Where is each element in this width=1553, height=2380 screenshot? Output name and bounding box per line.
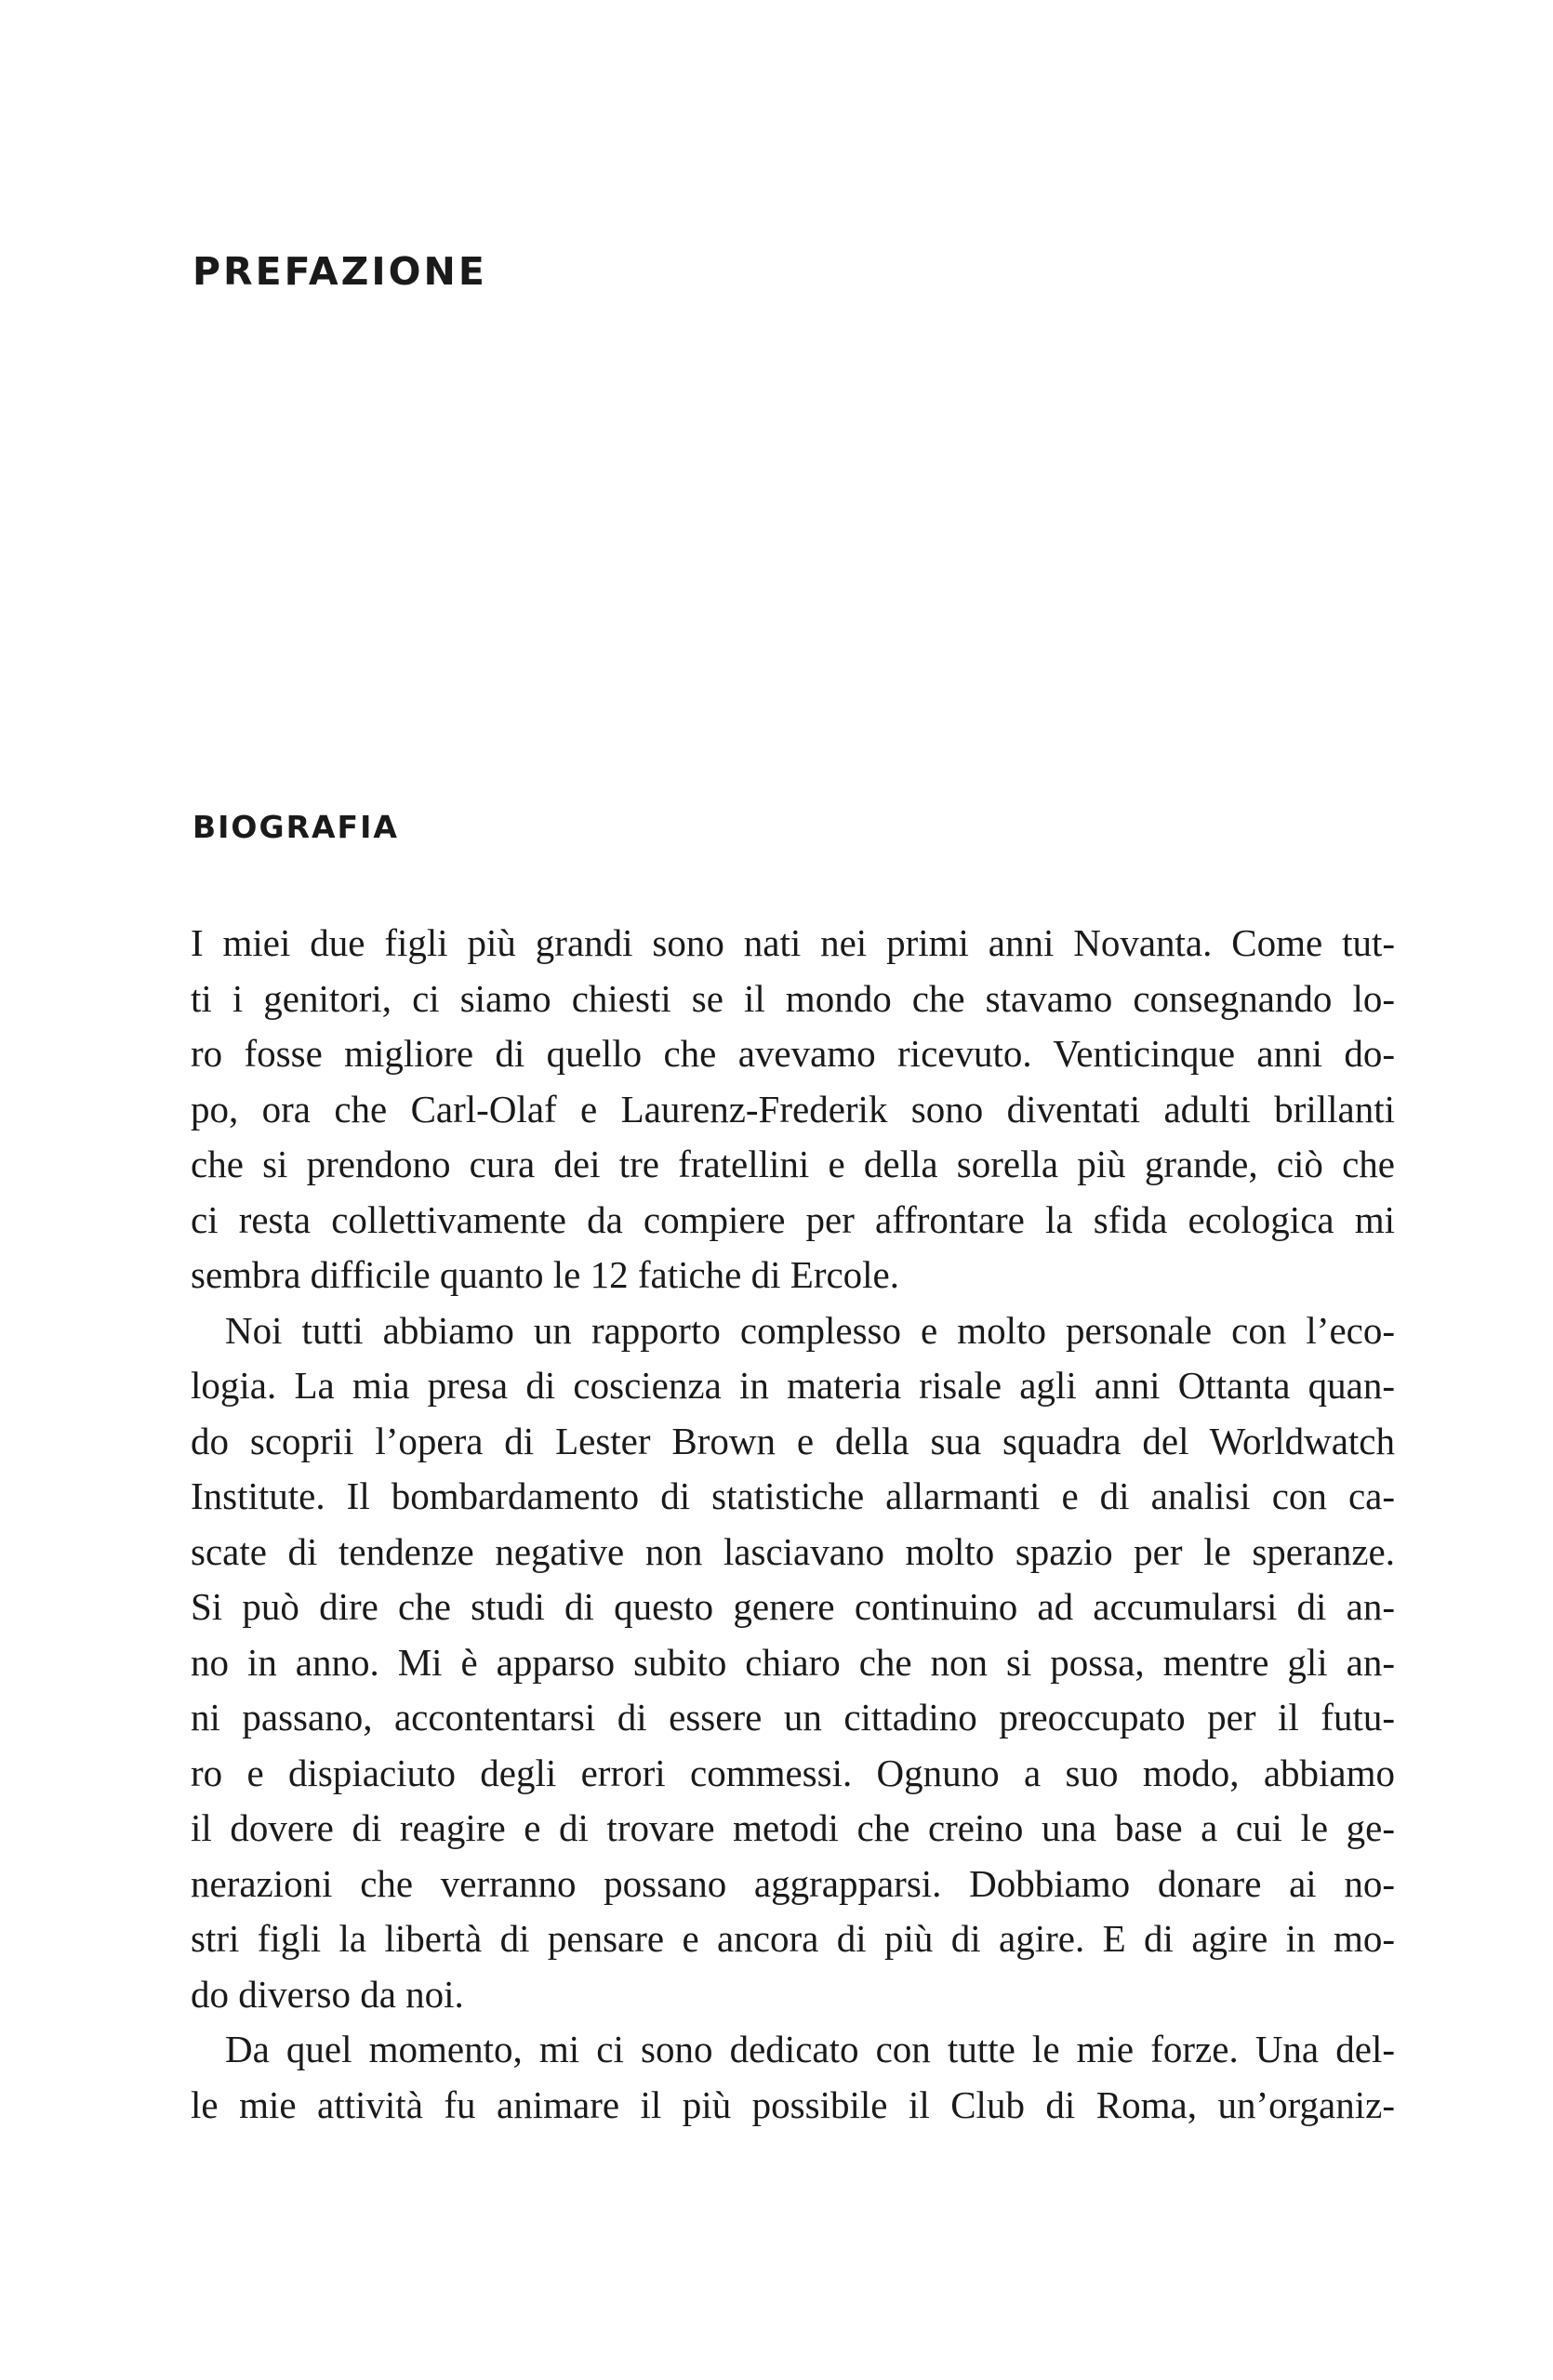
text-line: po, ora che Carl-Olaf e Laurenz-Frederik sono diventati adulti brillanti (191, 1087, 1395, 1130)
text-line: ro fosse migliore di quello che avevamo ricevuto. Venticinque anni do- (191, 1032, 1395, 1075)
text-line: che si prendono cura dei tre fratellini e della sorella più grande, ciò che (191, 1143, 1395, 1185)
text-line: Da quel momento, mi ci sono dedicato con tutte le mie forze. Una del- (225, 2028, 1395, 2070)
text-line: nerazioni che verranno possano aggrapparsi. Dobbiamo donare ai no- (191, 1861, 1395, 1905)
text-line: Si può dire che studi di questo genere continuino ad accumularsi di an- (191, 1585, 1395, 1628)
text-line: ni passano, accontentarsi di essere un cittadino preoccupato per il futu- (191, 1696, 1395, 1739)
chapter-title: PREFAZIONE (192, 249, 487, 294)
text-line: no in anno. Mi è apparso subito chiaro che non si possa, mentre gli an- (191, 1640, 1395, 1684)
text-line: stri figli la libertà di pensare e ancora di più di agire. E di agire in mo- (191, 1917, 1395, 1960)
section-title: BIOGRAFIA (192, 809, 399, 845)
body-text (191, 916, 1395, 2133)
text-line: sembra difficile quanto le 12 fatiche di Ercole. (191, 1253, 900, 1296)
text-line: ti i genitori, ci siamo chiesti se il mondo che stavamo consegnando lo- (191, 976, 1395, 1020)
text-line: do scoprii l’opera di Lester Brown e della sua squadra del Worldwatch (191, 1419, 1395, 1462)
text-line: ro e dispiaciuto degli errori commessi. Ognuno a suo modo, abbiamo (191, 1751, 1395, 1794)
text-line: Institute. Il bombardamento di statistiche allarmanti e di analisi con ca- (191, 1474, 1395, 1517)
text-line: il dovere di reagire e di trovare metodi che creino una base a cui le ge- (191, 1806, 1395, 1849)
text-line: le mie attività fu animare il più possibile il Club di Roma, un’organiz- (191, 2082, 1395, 2126)
text-line: I miei due figli più grandi sono nati nei primi anni Novanta. Come tut- (191, 921, 1395, 964)
text-line: logia. La mia presa di coscienza in materia risale agli anni Ottanta quan- (191, 1364, 1395, 1407)
text-line: ci resta collettivamente da compiere per affrontare la sfida ecologica mi (191, 1197, 1395, 1241)
text-line: do diverso da noi. (191, 1972, 464, 2016)
text-line: scate di tendenze negative non lasciavano molto spazio per le speranze. (191, 1529, 1395, 1573)
text-line: Noi tutti abbiamo un rapporto complesso e molto personale con l’eco- (225, 1308, 1395, 1352)
